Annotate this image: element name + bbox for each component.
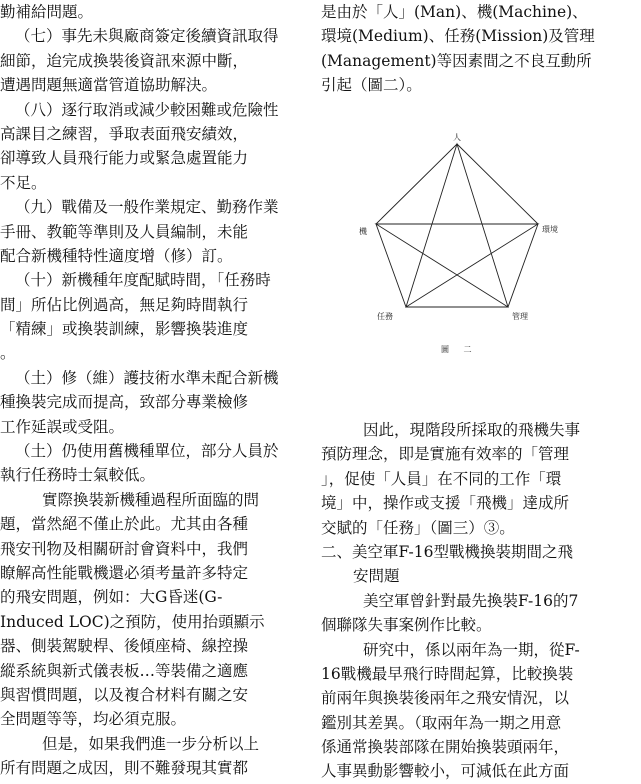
text-line: 人事異動影響較小，可減低在此方面 xyxy=(321,762,570,781)
pentagram-svg xyxy=(335,126,615,366)
paragraph-start: 但是，如果我們進一步分析以上 xyxy=(42,734,260,753)
list-item-8: （八）逐行取消或減少較困難或危險性 xyxy=(15,100,279,119)
text-line: 全問題等等，均必須克服。 xyxy=(0,710,187,729)
text-line: 飛安刊物及相關研討會資料中，我們 xyxy=(0,539,249,558)
text-line: 器、側裝駕駛桿、後傾座椅、線控操 xyxy=(0,637,249,656)
text-line: 16戰機最早飛行時間起算，比較換裝 xyxy=(321,664,574,683)
text-line: 所有問題之成因，則不難發現其實都 xyxy=(0,759,249,778)
text-line: 境」中，操作或支援「飛機」達成所 xyxy=(321,494,570,513)
text-line: 卻導致人員飛行能力或緊急處置能力 xyxy=(0,149,249,168)
vertex-label-medium: 環境 xyxy=(542,225,558,234)
text-line: 間」所佔比例過高，無足夠時間執行 xyxy=(0,295,249,314)
vertex-label-machine: 機 xyxy=(359,227,367,236)
pentagon-outline xyxy=(376,144,538,307)
text-line: 不足。 xyxy=(0,173,47,192)
figure-caption: 圖 二 xyxy=(441,345,478,354)
right-column-bottom xyxy=(321,418,621,784)
paragraph-start: 研究中，係以兩年為一期，從F- xyxy=(363,640,580,659)
text-line: 細節，迨完成換裝後資訊來源中斷， xyxy=(0,51,249,70)
text-line: 前兩年與換裝後兩年之飛安情況，以 xyxy=(321,689,570,708)
text-line: 勤補給問題。 xyxy=(0,3,94,21)
text-line: 個聯隊失事案例作比較。 xyxy=(321,616,492,635)
section-heading: 二、美空軍F-16型戰機換裝期間之飛 xyxy=(321,542,574,561)
text-line: 與習慣問題，以及複合材料有關之安 xyxy=(0,685,249,704)
text-line: 環境(Medium)、任務(Mission)及管理 xyxy=(321,27,595,46)
text-line: 」，促使「人員」在不同的工作「環 xyxy=(321,469,562,488)
text-line: 「精練」或換裝訓練，影響換裝進度 xyxy=(0,320,249,339)
text-line: 係通常換裝部隊在開始換裝頭兩年， xyxy=(321,738,570,757)
text-line: 種換裝完成而提高，致部分專業檢修 xyxy=(0,393,249,412)
paragraph-start: 美空軍曾針對最先換裝F-16的7 xyxy=(363,591,579,610)
text-line: 引起（圖二）。 xyxy=(321,76,422,95)
text-line: 是由於「人」(Man)、機(Machine)、 xyxy=(321,3,588,21)
vertex-label-mission: 任務 xyxy=(377,312,393,321)
text-line: 高課目之練習，爭取表面飛安績效， xyxy=(0,124,249,143)
section-heading-cont: 安問題 xyxy=(353,567,400,586)
text-line: Induced LOC)之預防，使用抬頭顯示 xyxy=(0,612,265,631)
text-line: 工作延誤或受阻。 xyxy=(0,417,125,436)
vertex-label-man: 人 xyxy=(453,133,461,142)
text-line: 縱系統與新式儀表板…等裝備之適應 xyxy=(0,661,249,680)
right-column-top xyxy=(321,0,621,98)
figure-2-pentagram-diagram xyxy=(335,126,615,366)
text-line: (Management)等因素間之不良互動所 xyxy=(321,51,592,70)
text-line: 交賦的「任務」（圖三）③。 xyxy=(321,518,515,537)
list-item-11: （土）修（維）護技術水準未配合新機 xyxy=(15,368,279,387)
text-line: 瞭解高性能戰機還必須考量許多特定 xyxy=(0,563,249,582)
star-lines xyxy=(376,144,538,307)
list-item-12: （土）仍使用舊機種單位，部分人員於 xyxy=(15,442,279,461)
paragraph-start: 實際換裝新機種過程所面臨的問 xyxy=(42,490,260,509)
list-item-7: （七）事先未與廠商簽定後續資訊取得 xyxy=(15,27,279,46)
text-line: 執行任務時士氣較低。 xyxy=(0,466,156,485)
text-line: 題，當然絕不僅止於此。尤其由各種 xyxy=(0,515,249,534)
text-line: 鑑別其差異。（取兩年為一期之用意 xyxy=(321,713,562,732)
text-line: 配合新機種特性適度增（修）訂。 xyxy=(0,246,233,265)
text-line: 預防理念，即是實施有效率的「管理 xyxy=(321,445,570,464)
left-column xyxy=(0,0,301,781)
text-line: 的飛安問題，例如：大G昏迷(G- xyxy=(0,588,223,607)
paragraph-start: 因此，現階段所採取的飛機失事 xyxy=(363,421,581,439)
list-item-9: （九）戰備及一般作業規定、勤務作業 xyxy=(15,198,279,217)
text-line: 遭遇問題無適當管道協助解決。 xyxy=(0,76,218,95)
text-line: 手冊、教範等準則及人員編制，未能 xyxy=(0,222,249,241)
vertex-label-management: 管理 xyxy=(512,312,528,321)
list-item-10: （十）新機種年度配賦時間，「任務時 xyxy=(15,271,271,290)
text-line: 。 xyxy=(0,344,16,363)
